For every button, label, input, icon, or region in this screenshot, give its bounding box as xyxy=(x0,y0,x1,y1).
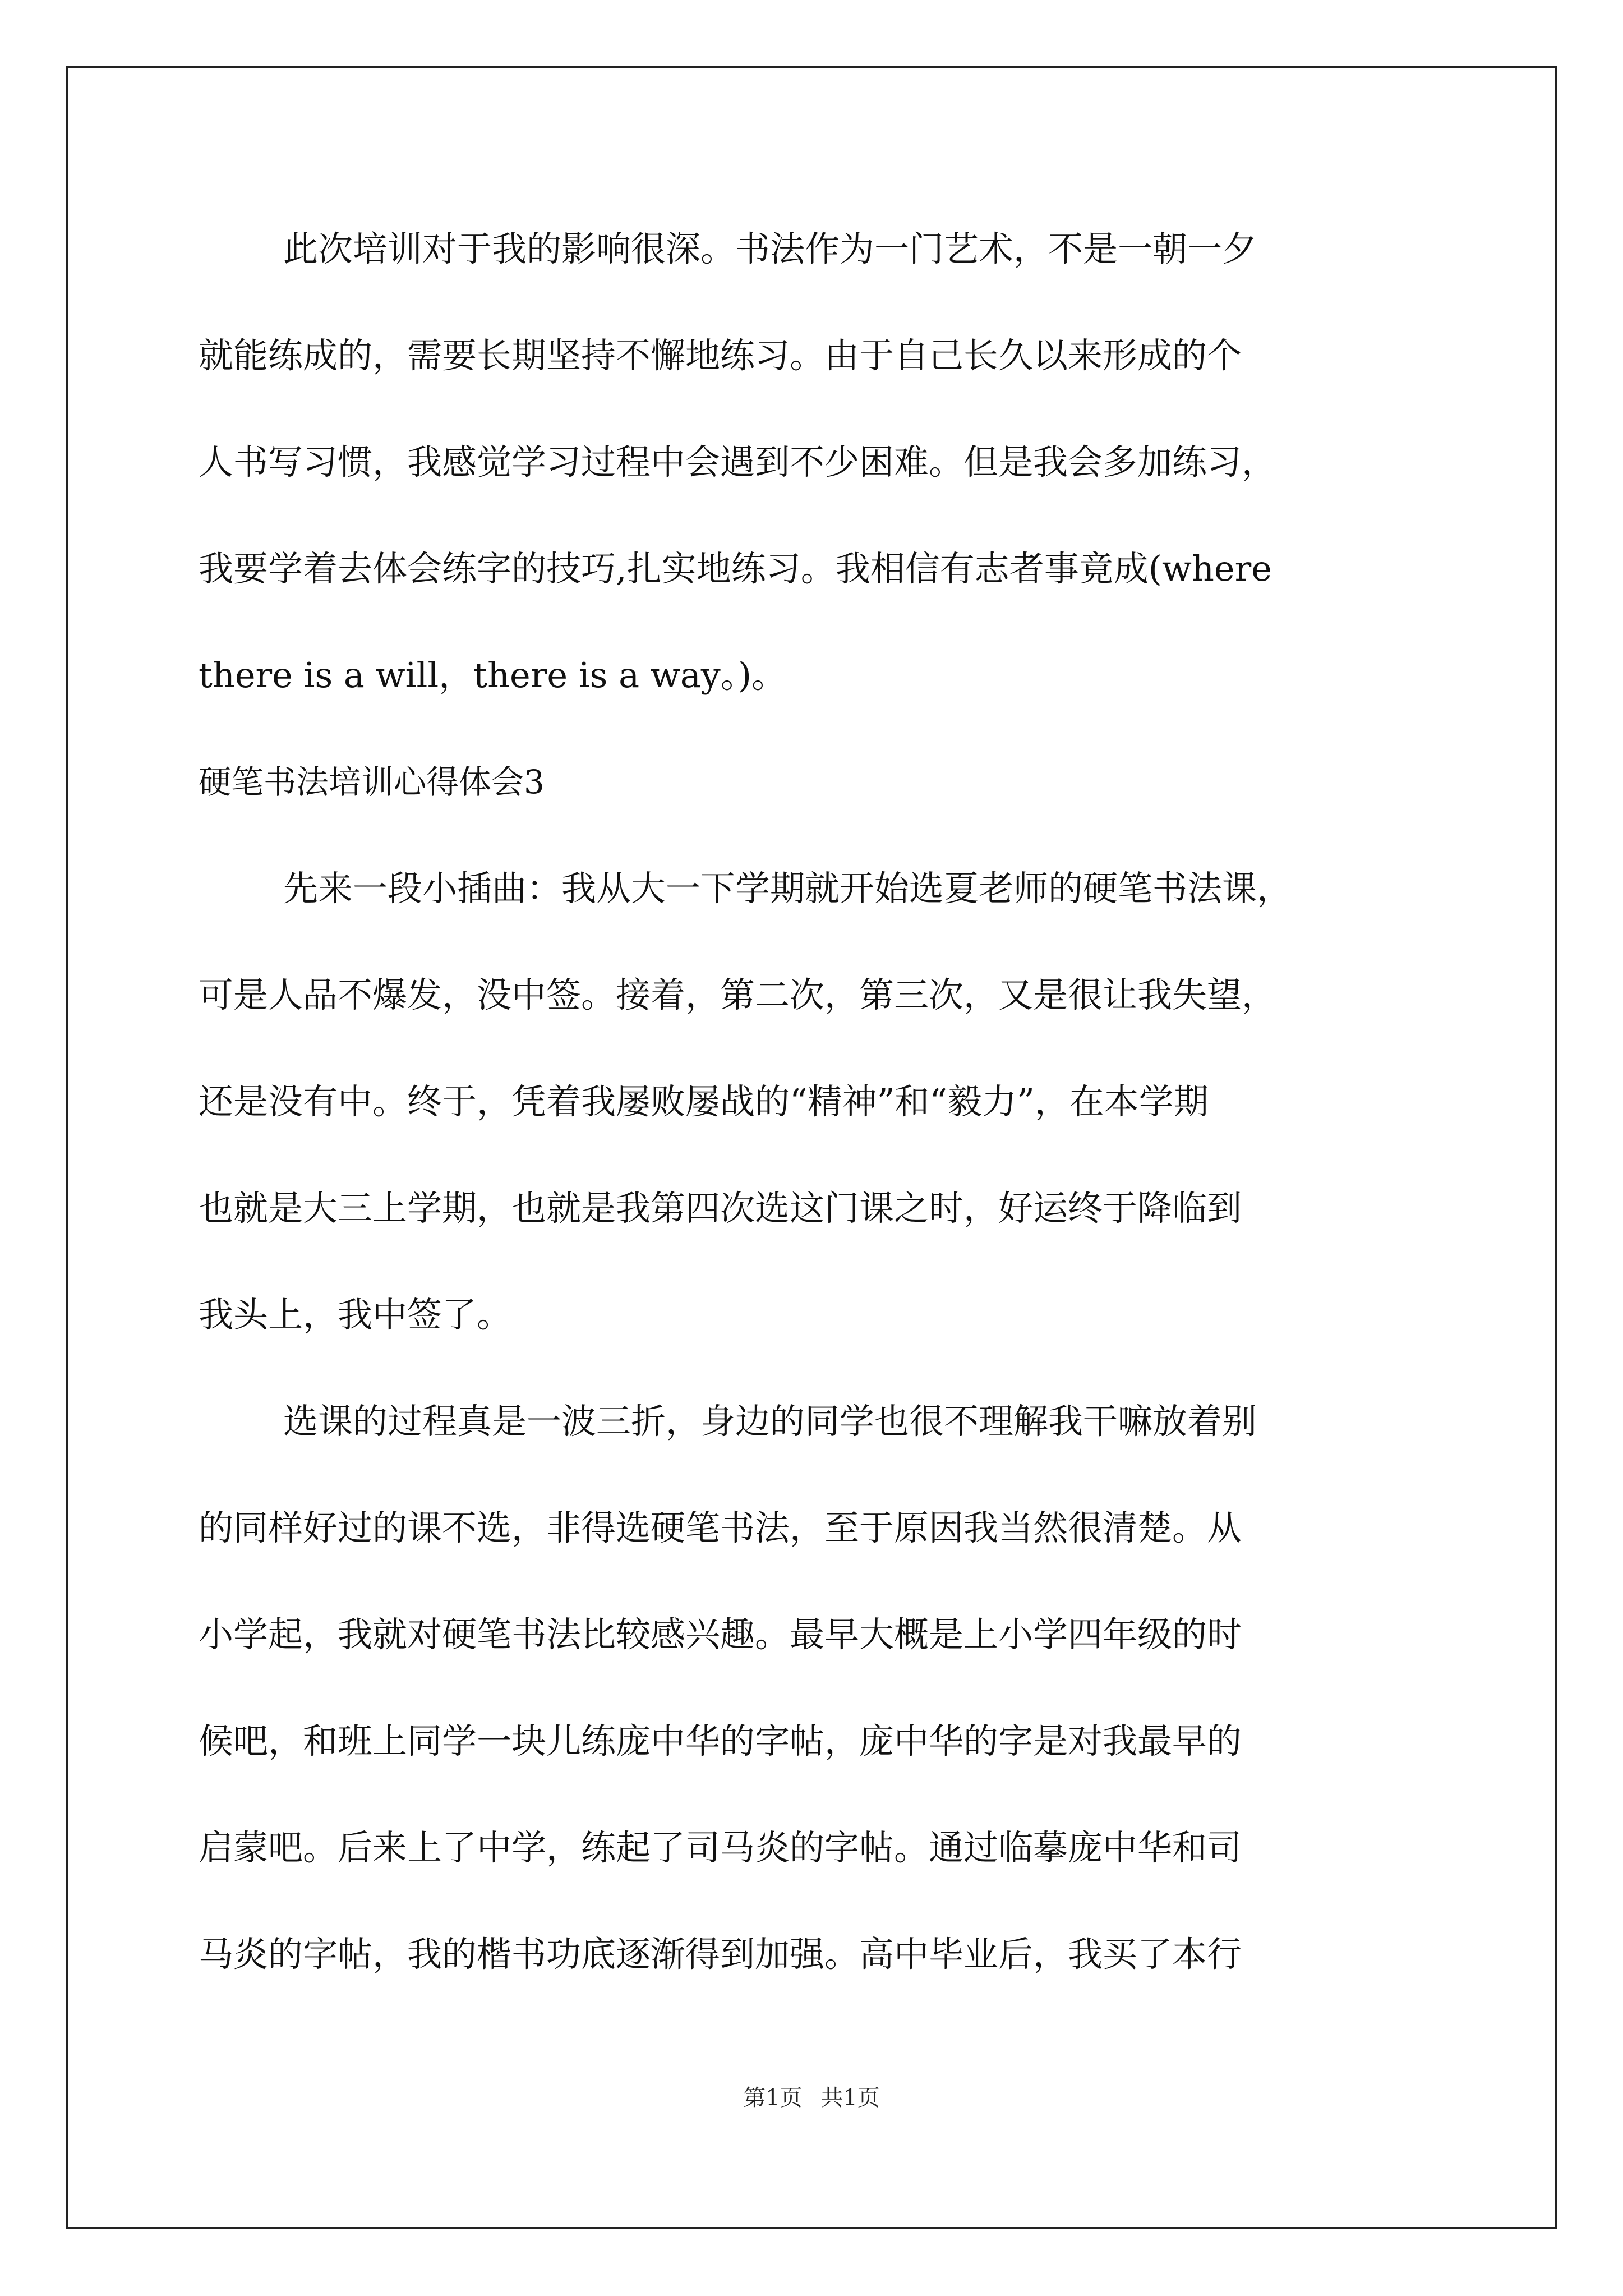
paragraph-line: there is a will，there is a way。)。 xyxy=(199,655,787,696)
page-border xyxy=(66,66,1557,2229)
paragraph-line: 先来一段小插曲：我从大一下学期就开始选夏老师的硬笔书法课， xyxy=(283,868,1292,909)
paragraph-line: 选课的过程真是一波三折，身边的同学也很不理解我干嘛放着别 xyxy=(283,1401,1257,1442)
paragraph-line: 也就是大三上学期，也就是我第四次选这门课之时，好运终于降临到 xyxy=(199,1188,1242,1228)
paragraph-line: 人书写习惯，我感觉学习过程中会遇到不少困难。但是我会多加练习， xyxy=(199,441,1277,482)
page-total: 共1页 xyxy=(820,2085,880,2111)
paragraph-line: 的同样好过的课不选，非得选硬笔书法，至于原因我当然很清楚。从 xyxy=(199,1507,1242,1548)
paragraph-line: 我要学着去体会练字的技巧,扎实地练习。我相信有志者事竟成(where xyxy=(199,548,1272,589)
paragraph-line: 小学起，我就对硬笔书法比较感兴趣。最早大概是上小学四年级的时 xyxy=(199,1614,1242,1655)
paragraph-line: 启蒙吧。后来上了中学，练起了司马炎的字帖。通过临摹庞中华和司 xyxy=(199,1827,1242,1868)
paragraph-line: 可是人品不爆发，没中签。接着，第二次，第三次，又是很让我失望， xyxy=(199,974,1277,1015)
paragraph-line: 马炎的字帖，我的楷书功底逐渐得到加强。高中毕业后，我买了本行 xyxy=(199,1934,1242,1975)
section-heading: 硬笔书法培训心得体会3 xyxy=(199,763,545,801)
paragraph-line: 此次培训对于我的影响很深。书法作为一门艺术，不是一朝一夕 xyxy=(283,228,1257,269)
paragraph-line: 还是没有中。终于，凭着我屡败屡战的“精神”和“毅力”，在本学期 xyxy=(199,1081,1209,1122)
page-number: 第1页 xyxy=(743,2085,803,2111)
paragraph-line: 我头上，我中签了。 xyxy=(199,1294,512,1335)
page-footer xyxy=(0,2081,1623,2115)
paragraph-line: 就能练成的，需要长期坚持不懈地练习。由于自己长久以来形成的个 xyxy=(199,335,1242,376)
paragraph-line: 候吧，和班上同学一块儿练庞中华的字帖，庞中华的字是对我最早的 xyxy=(199,1720,1242,1761)
